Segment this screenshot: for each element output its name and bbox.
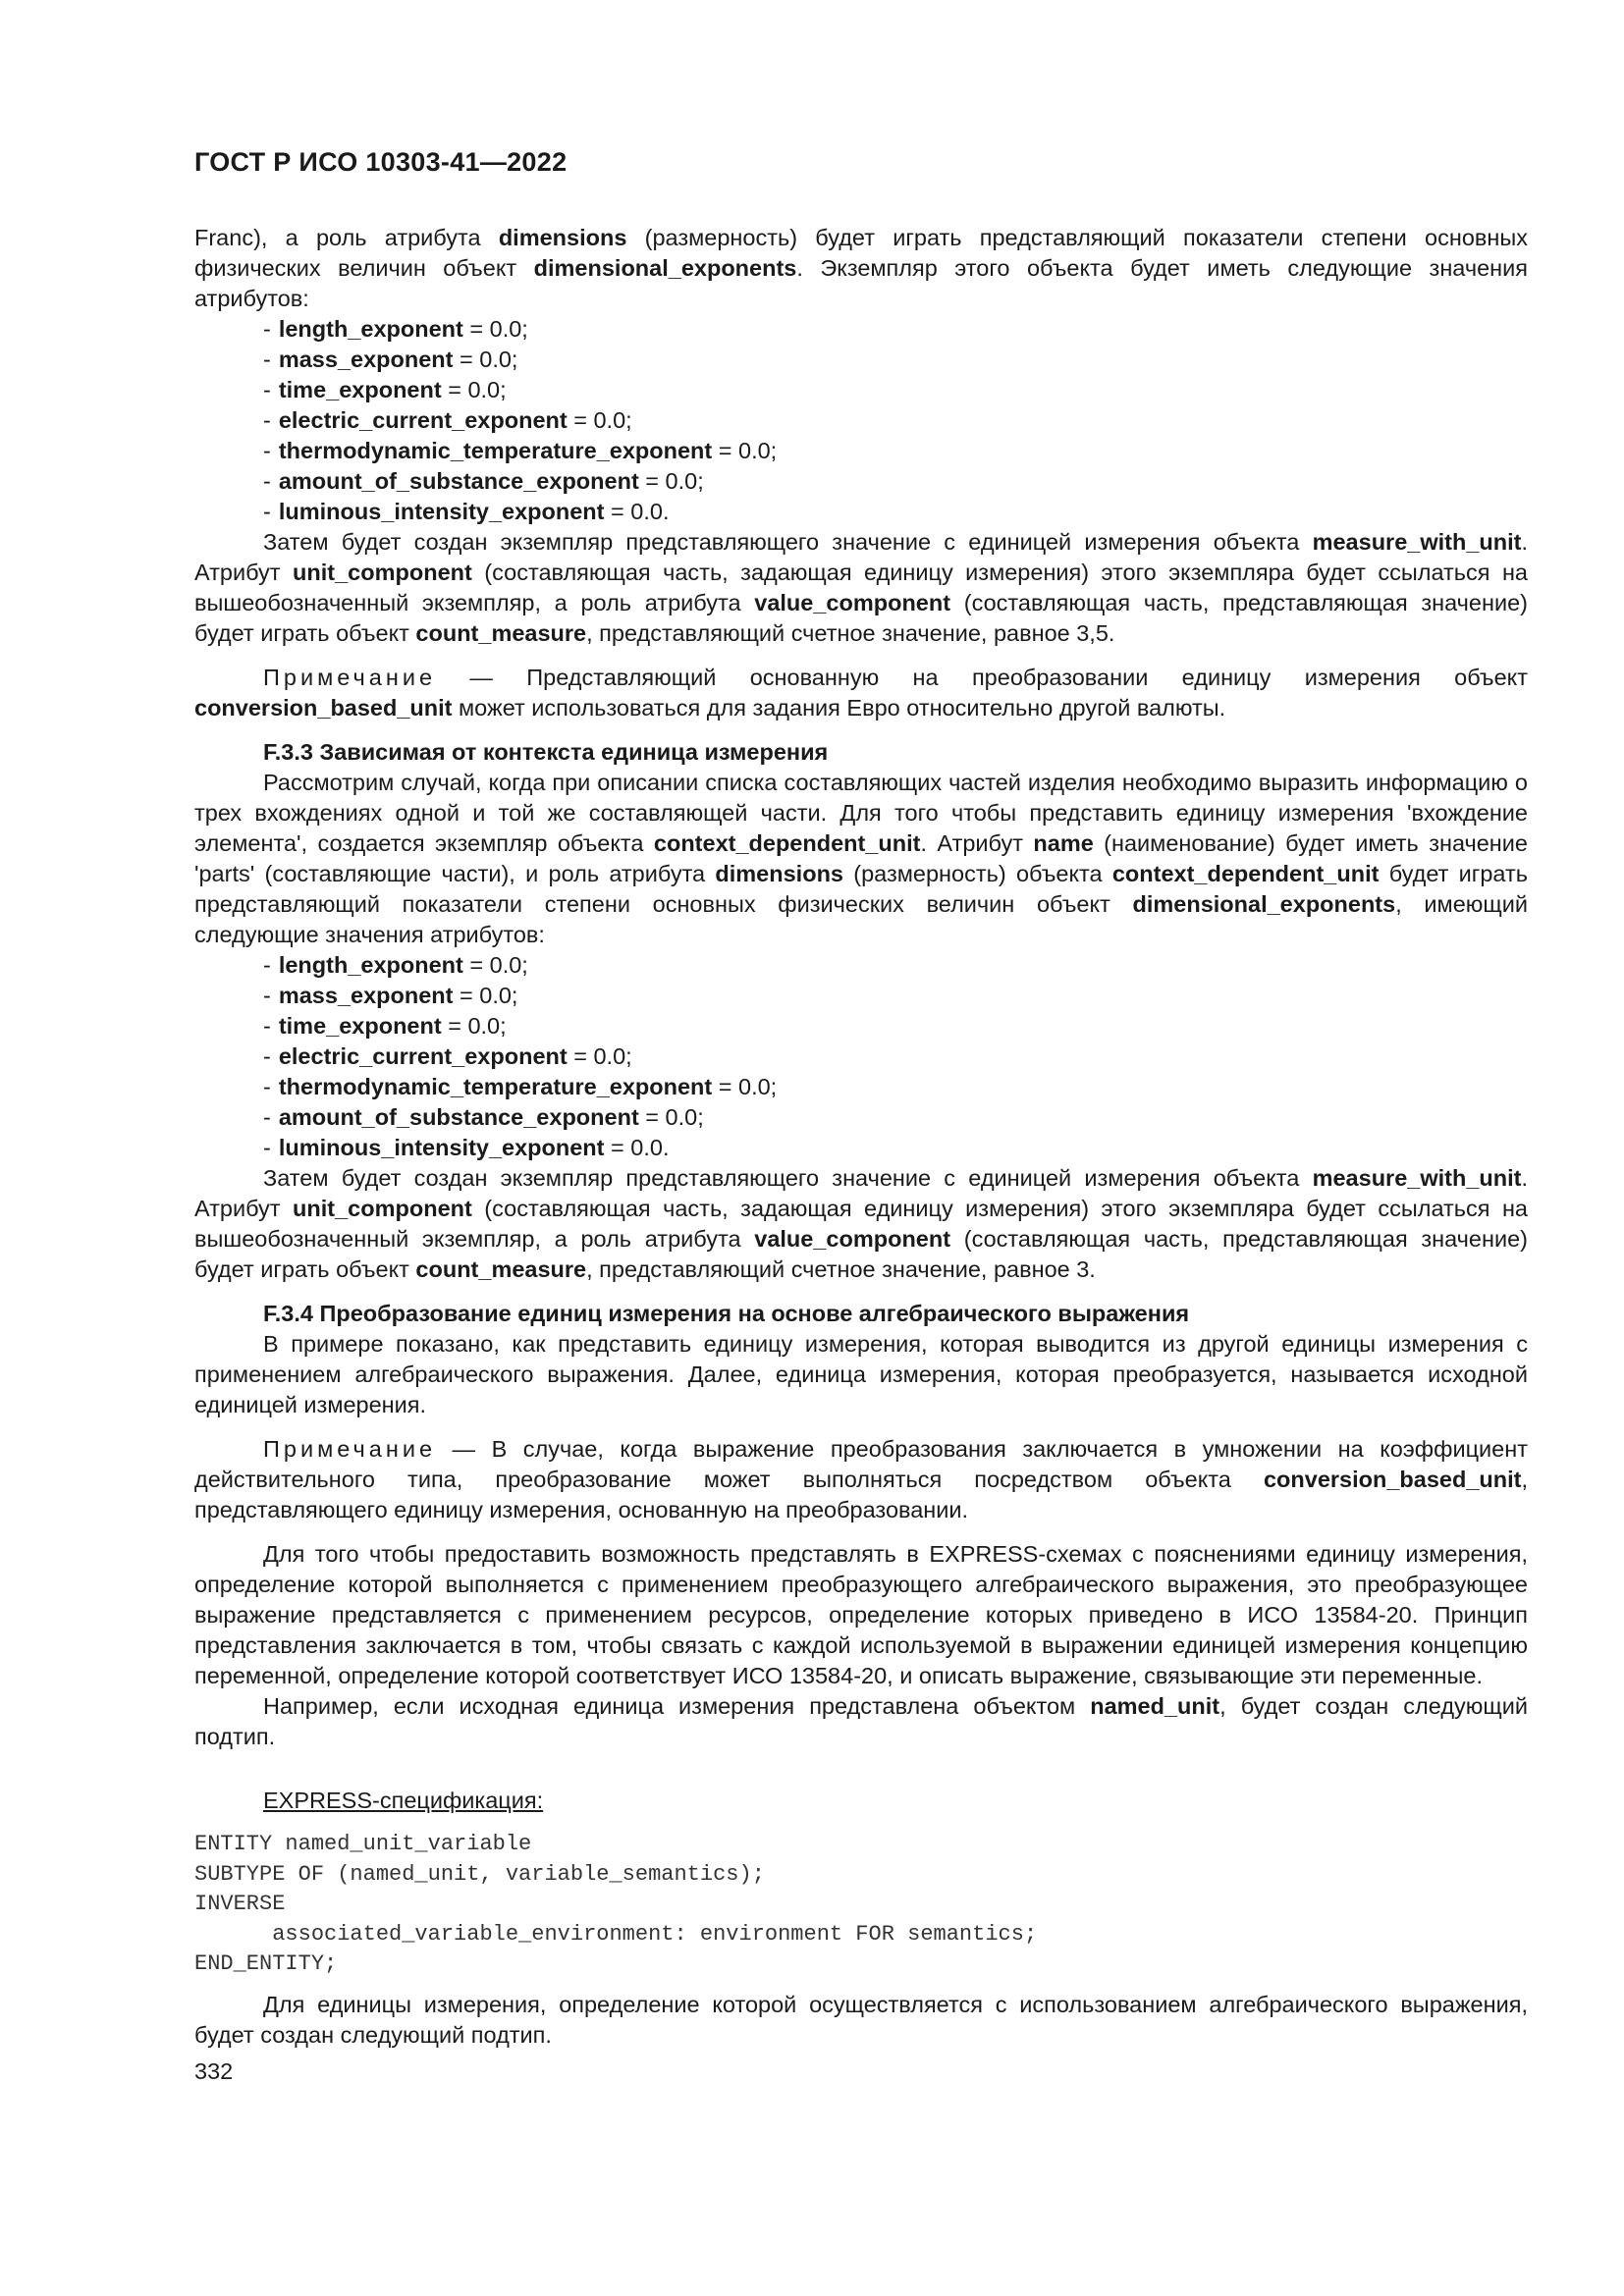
list-item: - time_exponent = 0.0; bbox=[263, 1013, 507, 1039]
list-item: - luminous_intensity_exponent = 0.0. bbox=[263, 499, 670, 524]
paragraph-measure-with-unit-2: Затем будет создан экземпляр представляющего значение с единицей измерения объекта measure_with_unit. Атрибут unit_component (составляющая часть, задающая единицу измерения) этого экземпляра будет ссылаться на вышеобозначенный экземпляр, а роль атрибута value_component (составляющая часть, представляющая значение) будет играть объект count_measure, представляющий счетное значение, равное 3. bbox=[194, 1165, 1529, 1282]
list-item: - length_exponent = 0.0; bbox=[263, 952, 528, 978]
paragraph-intro: Franc), а роль атрибута dimensions (размерность) будет играть представляющий показатели степени основных физических величин объект dimensional_exponents. Экземпляр этого объекта будет иметь следующие значения атрибутов: bbox=[194, 225, 1528, 311]
list-item: - time_exponent = 0.0; bbox=[263, 377, 507, 402]
note-conversion-multiplication: Примечание — В случае, когда выражение преобразования заключается в умножении на коэффициент действительного типа, преобразование может выполняться посредством объекта conversion_based_unit, представляющего единицу измерения, основанную на преобразовании. bbox=[194, 1436, 1528, 1522]
paragraph-named-unit: Например, если исходная единица измерения представлена объектом named_unit, будет создан следующий подтип. bbox=[194, 1693, 1528, 1749]
attribute-list-1 bbox=[194, 314, 1528, 527]
list-item: - mass_exponent = 0.0; bbox=[263, 983, 518, 1008]
express-code-block: ENTITY named_unit_variable SUBTYPE OF (named_unit, variable_semantics); INVERSE associated_variable_environment: environment FOR semantics; END_ENTITY; bbox=[194, 1832, 1038, 1976]
list-item: - thermodynamic_temperature_exponent = 0.0; bbox=[263, 1074, 778, 1099]
document-page bbox=[194, 137, 1528, 2087]
paragraph-express-schemas: Для того чтобы предоставить возможность представлять в EXPRESS-схемах с пояснениями единицу измерения, определение которой выполняется с применением преобразующего алгебраического выражения, это преобразующее выражение представляется с применением ресурсов, определение которых приведено в ИСО 13584-20. Принцип представления заключается в том, чтобы связать с каждой используемой в выражении единицей измерения концепцию переменной, определение которой соответствует ИСО 13584-20, и описать выражение, связывающие эти переменные. bbox=[194, 1541, 1528, 1688]
list-item: - thermodynamic_temperature_exponent = 0.0; bbox=[263, 438, 778, 463]
list-item: - length_exponent = 0.0; bbox=[263, 316, 528, 342]
list-item: - amount_of_substance_exponent = 0.0; bbox=[263, 468, 704, 494]
paragraph-algebraic-subtype: Для единицы измерения, определение которой осуществляется с использованием алгебраического выражения, будет создан следующий подтип. bbox=[194, 1991, 1528, 2048]
express-spec-title: EXPRESS-спецификация: bbox=[263, 1788, 544, 1813]
attribute-list-2 bbox=[194, 950, 1528, 1163]
list-item: - electric_current_exponent = 0.0; bbox=[263, 1043, 632, 1069]
list-item: - amount_of_substance_exponent = 0.0; bbox=[263, 1104, 704, 1130]
list-item: - electric_current_exponent = 0.0; bbox=[263, 407, 632, 433]
paragraph-context-dependent-unit: Рассмотрим случай, когда при описании списка составляющих частей изделия необходимо выразить информацию о трех вхождениях одной и той же составляющей части. Для того чтобы представить единицу измерения 'вхождение элемента', создается экземпляр объекта context_dependent_unit. Атрибут name (наименование) будет иметь значение 'parts' (составляющие части), и роль атрибута dimensions (размерность) объекта context_dependent_unit будет играть представляющий показатели степени основных физических величин объект dimensional_exponents, имеющий следующие значения атрибутов: bbox=[194, 770, 1528, 947]
note-conversion-based-unit: Примечание — Представляющий основанную на преобразовании единицу измерения объект conversion_based_unit может использоваться для задания Евро относительно другой валюты. bbox=[194, 665, 1528, 721]
list-item: - mass_exponent = 0.0; bbox=[263, 347, 518, 372]
page-number: 332 bbox=[194, 2057, 234, 2084]
paragraph-algebraic-example: В примере показано, как представить единицу измерения, которая выводится из другой единицы измерения с применением алгебраического выражения. Далее, единица измерения, которая преобразуется, называется исходной единицей измерения. bbox=[194, 1331, 1528, 1417]
paragraph-measure-with-unit-1: Затем будет создан экземпляр представляющего значение с единицей измерения объекта measure_with_unit. Атрибут unit_component (составляющая часть, задающая единицу измерения) этого экземпляра будет ссылаться на вышеобозначенный экземпляр, а роль атрибута value_component (составляющая часть, представляющая значение) будет играть объект count_measure, представляющий счетное значение, равное 3,5. bbox=[194, 529, 1529, 646]
document-header: ГОСТ Р ИСО 10303-41—2022 bbox=[194, 147, 568, 177]
section-heading-f33: F.3.3 Зависимая от контекста единица измерения bbox=[263, 739, 829, 765]
section-heading-f34: F.3.4 Преобразование единиц измерения на основе алгебраического выражения bbox=[263, 1301, 1190, 1326]
list-item: - luminous_intensity_exponent = 0.0. bbox=[263, 1135, 670, 1160]
